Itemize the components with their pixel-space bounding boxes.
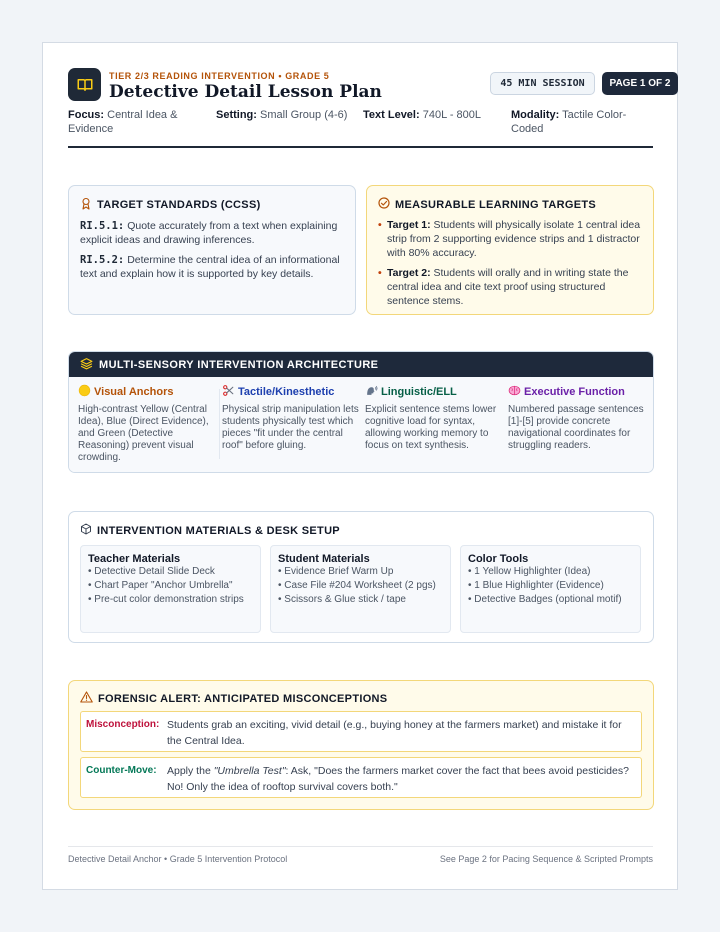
award-ribbon-icon (80, 197, 92, 213)
countermove-label: Counter-Move: (86, 765, 157, 776)
architecture-columns (69, 377, 654, 473)
box-icon (80, 523, 92, 538)
layers-icon (80, 357, 93, 373)
speaking-head-icon (365, 384, 378, 400)
column-text: Physical strip manipulation lets students physically test which pieces "fit under the central roof" before gluing. (222, 404, 359, 451)
countermove-box (80, 757, 642, 798)
page-footer (68, 846, 653, 866)
teacher-materials-box (80, 545, 261, 633)
warning-triangle-icon (80, 691, 93, 706)
materials-item: • Scissors & Glue stick / tape (278, 594, 406, 605)
column-title: Executive Function (524, 386, 625, 398)
footer-right: See Page 2 for Pacing Sequence & Scripted Prompts (439, 854, 653, 864)
yellow-circle-icon (78, 384, 91, 400)
materials-group-title: Teacher Materials (88, 553, 181, 565)
column-linguistic (365, 384, 505, 452)
misconception-box (80, 711, 642, 752)
meta-focus: Focus: Central Idea & Evidence (68, 109, 178, 135)
materials-item: • Evidence Brief Warm Up (278, 566, 394, 577)
column-visual-anchors (78, 384, 218, 464)
meta-text-level: Text Level: 740L - 800L (363, 109, 482, 121)
materials-item: • Detective Detail Slide Deck (88, 566, 215, 577)
materials-card (68, 511, 654, 643)
column-divider (219, 389, 220, 459)
meta-modality: Modality: Tactile Color-Coded (511, 109, 627, 135)
standards-heading: TARGET STANDARDS (CCSS) (80, 197, 344, 213)
book-icon (68, 68, 101, 101)
program-kicker: TIER 2/3 READING INTERVENTION • GRADE 5 (109, 71, 330, 81)
alert-heading: FORENSIC ALERT: ANTICIPATED MISCONCEPTIONS (80, 691, 642, 706)
student-materials-box (270, 545, 451, 633)
target-item: • Target 2: Students will orally and in writing state the central idea and cite text proof using structured sentence stems. (378, 266, 642, 308)
materials-item: • 1 Yellow Highlighter (Idea) (468, 566, 591, 577)
lesson-meta (68, 108, 653, 148)
page-header (68, 68, 671, 108)
footer-left: Detective Detail Anchor • Grade 5 Intervention Protocol (68, 854, 288, 864)
materials-item: • 1 Blue Highlighter (Evidence) (468, 580, 604, 591)
misconception-label: Misconception: (86, 719, 160, 730)
page-title: Detective Detail Lesson Plan (109, 82, 382, 102)
materials-item: • Case File #204 Worksheet (2 pgs) (278, 580, 436, 591)
materials-item: • Detective Badges (optional motif) (468, 594, 622, 605)
standard-item: RI.5.2: Determine the central idea of an informational text and explain how it is supported by key details. (80, 254, 340, 280)
meta-setting: Setting: Small Group (4-6) (216, 109, 348, 121)
column-executive-function (508, 384, 648, 452)
check-circle-icon (378, 197, 390, 212)
materials-item: • Pre-cut color demonstration strips (88, 594, 244, 605)
standard-item: RI.5.1: Quote accurately from a text when explaining explicit ideas and drawing inferences. (80, 220, 338, 246)
column-text: High-contrast Yellow (Central Idea), Blue (Direct Evidence), and Green (Detective Reasoning) prevent visual crowding. (78, 404, 209, 463)
color-tools-box (460, 545, 641, 633)
page-number-badge: PAGE 1 OF 2 (602, 72, 678, 95)
column-tactile (222, 384, 362, 452)
column-title: Tactile/Kinesthetic (238, 386, 335, 398)
architecture-heading: MULTI-SENSORY INTERVENTION ARCHITECTURE (69, 352, 653, 377)
target-item: • Target 1: Students will physically isolate 1 central idea strip from 2 supporting evidence strips and 1 distractor with 80% accuracy. (378, 218, 642, 260)
misconception-text: Students grab an exciting, vivid detail (e.g., buying honey at the farmers market) and mistake it for the Central Idea. (167, 719, 622, 747)
column-text: Explicit sentence stems lower cognitive load for syntax, allowing working memory to focus on text synthesis. (365, 404, 497, 451)
targets-heading: MEASURABLE LEARNING TARGETS (378, 197, 642, 212)
column-title: Visual Anchors (94, 386, 174, 398)
materials-group-title: Student Materials (278, 553, 370, 565)
session-length-badge: 45 MIN SESSION (490, 72, 595, 95)
materials-group-title: Color Tools (468, 553, 529, 565)
forensic-alert-card (68, 680, 654, 810)
target-standards-card (68, 185, 356, 315)
brain-icon (508, 384, 521, 400)
lesson-plan-page (42, 42, 678, 890)
multisensory-architecture-card (68, 351, 654, 473)
materials-item: • Chart Paper "Anchor Umbrella" (88, 580, 233, 591)
learning-targets-card (366, 185, 654, 315)
materials-heading: INTERVENTION MATERIALS & DESK SETUP (80, 523, 642, 538)
column-title: Linguistic/ELL (381, 386, 457, 398)
scissors-icon (222, 384, 235, 400)
column-text: Numbered passage sentences [1]-[5] provide concrete navigational coordinates for struggling readers. (508, 404, 644, 451)
countermove-text: Apply the "Umbrella Test": Ask, "Does the farmers market cover the fact that bees avoid pesticides? No! Only the idea of rooftop survival covers both." (167, 765, 629, 793)
